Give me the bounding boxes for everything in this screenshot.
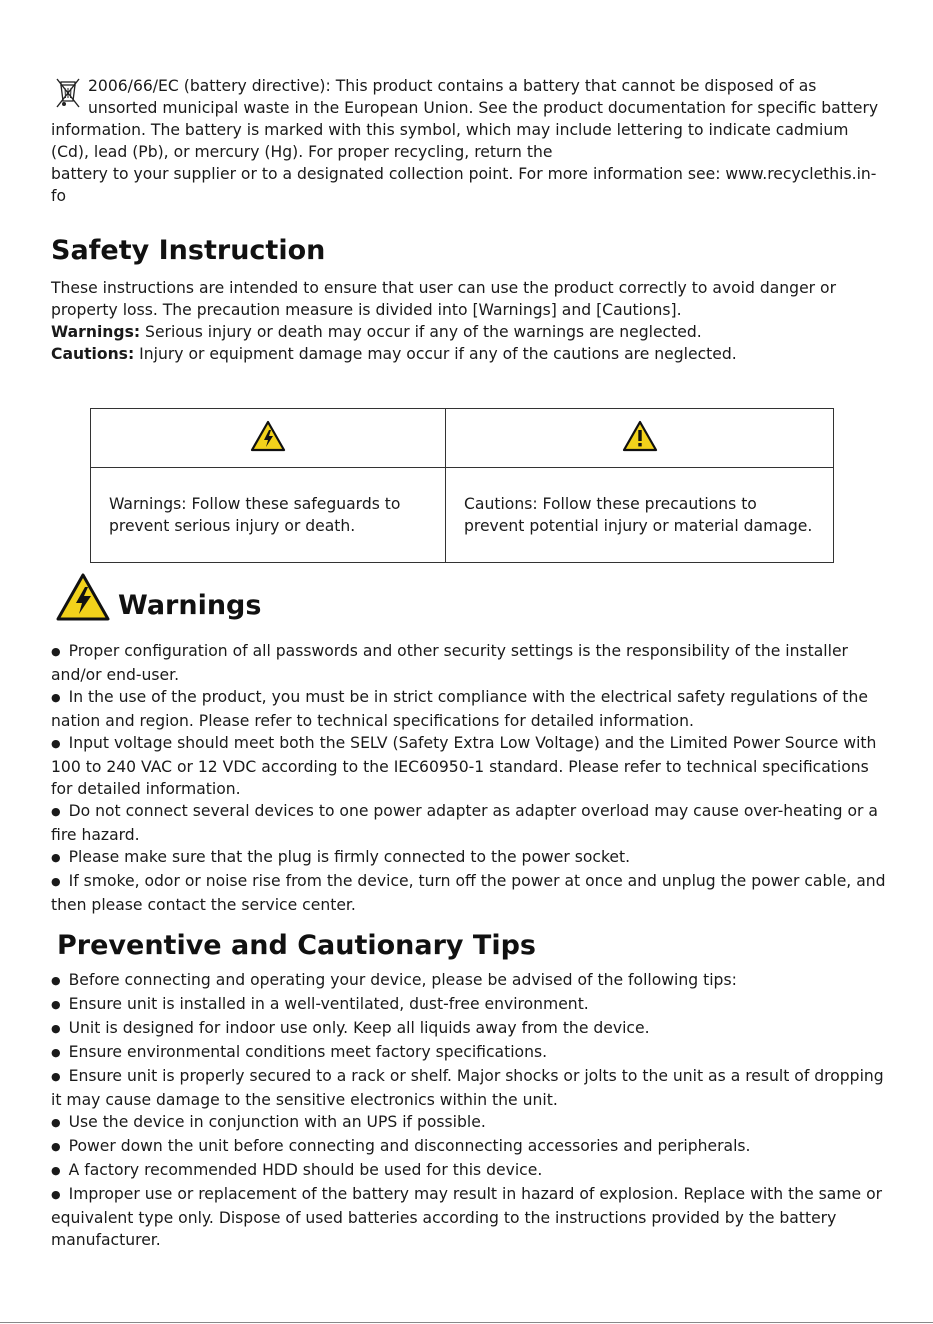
- cautions-definition-label: Cautions:: [51, 345, 135, 363]
- battery-notice-line1: 2006/66/EC (battery directive): This product contains a battery that cannot be disposed of as: [88, 77, 817, 95]
- list-item: ● Ensure environmental conditions meet factory specifications.: [51, 1041, 891, 1065]
- electric-hazard-triangle-icon: [250, 420, 286, 452]
- list-item: ● Ensure unit is properly secured to a rack or shelf. Major shocks or jolts to the unit as a result of dropping it may cause damage to the sensitive electronics within the unit.: [51, 1065, 891, 1111]
- list-item: ● Input voltage should meet both the SELV (Safety Extra Low Voltage) and the Limited Power Source with 100 to 240 VAC or 12 VDC according to the IEC60950-1 standard. Please refer to technical specifications for detailed information.: [51, 732, 891, 800]
- list-item: ● If smoke, odor or noise rise from the device, turn off the power at once and unplug the power cable, and then please contact the service center.: [51, 870, 891, 916]
- warnings-cautions-table: [90, 408, 834, 563]
- list-item: ● Improper use or replacement of the battery may result in hazard of explosion. Replace with the same or equivalent type only. Dispose of used batteries according to the instructions provided by the battery manufacturer.: [51, 1183, 891, 1251]
- battery-notice-line2: unsorted municipal waste in the European Union. See the product documentation for specific battery information. The battery is marked with this symbol, which may include lettering to indicate cadmium (Cd), lead (Pb), or mercury (Hg). For proper recycling, return the: [51, 99, 879, 161]
- warning-icon-cell: [91, 409, 446, 468]
- safety-intro: [51, 277, 891, 365]
- battery-directive-notice: [51, 75, 891, 207]
- crossed-out-bin-icon: [53, 75, 83, 111]
- preventive-heading: Preventive and Cautionary Tips: [57, 930, 536, 961]
- list-item: ● Ensure unit is installed in a well-ventilated, dust-free environment.: [51, 993, 891, 1017]
- page-bottom-divider: [0, 1322, 933, 1323]
- warnings-cell: Warnings: Follow these safeguards to prevent serious injury or death.: [91, 468, 446, 563]
- list-item: ● Use the device in conjunction with an UPS if possible.: [51, 1111, 891, 1135]
- list-item: ● Before connecting and operating your device, please be advised of the following tips:: [51, 969, 891, 993]
- warnings-heading: Warnings: [118, 590, 262, 621]
- warnings-definition-text: Serious injury or death may occur if any of the warnings are neglected.: [140, 323, 702, 341]
- list-item: ● A factory recommended HDD should be used for this device.: [51, 1159, 891, 1183]
- electric-hazard-triangle-icon: [55, 572, 111, 622]
- warnings-definition-label: Warnings:: [51, 323, 141, 341]
- safety-intro-text: These instructions are intended to ensure that user can use the product correctly to avoid danger or property loss. The precaution measure is divided into [Warnings] and [Cautions].: [51, 279, 836, 319]
- warnings-definition: [51, 321, 891, 343]
- exclamation-triangle-icon: [622, 420, 658, 452]
- list-item: ● Please make sure that the plug is firmly connected to the power socket.: [51, 846, 891, 870]
- caution-icon-cell: [446, 409, 834, 468]
- battery-notice-line3: battery to your supplier or to a designated collection point. For more information see: www.recyclethis.in-fo: [51, 165, 877, 205]
- list-item: ● Proper configuration of all passwords and other security settings is the responsibility of the installer and/or end-user.: [51, 640, 891, 686]
- list-item: ● Unit is designed for indoor use only. Keep all liquids away from the device.: [51, 1017, 891, 1041]
- cautions-definition: [51, 343, 891, 365]
- preventive-list: [51, 969, 891, 1251]
- list-item: ● Do not connect several devices to one power adapter as adapter overload may cause over-heating or a fire hazard.: [51, 800, 891, 846]
- cautions-cell: Cautions: Follow these precautions to prevent potential injury or material damage.: [446, 468, 834, 563]
- list-item: ● Power down the unit before connecting and disconnecting accessories and peripherals.: [51, 1135, 891, 1159]
- cautions-definition-text: Injury or equipment damage may occur if any of the cautions are neglected.: [134, 345, 737, 363]
- safety-instruction-heading: Safety Instruction: [51, 235, 326, 266]
- warnings-list: [51, 640, 891, 916]
- list-item: ● In the use of the product, you must be in strict compliance with the electrical safety regulations of the nation and region. Please refer to technical specifications for detailed information.: [51, 686, 891, 732]
